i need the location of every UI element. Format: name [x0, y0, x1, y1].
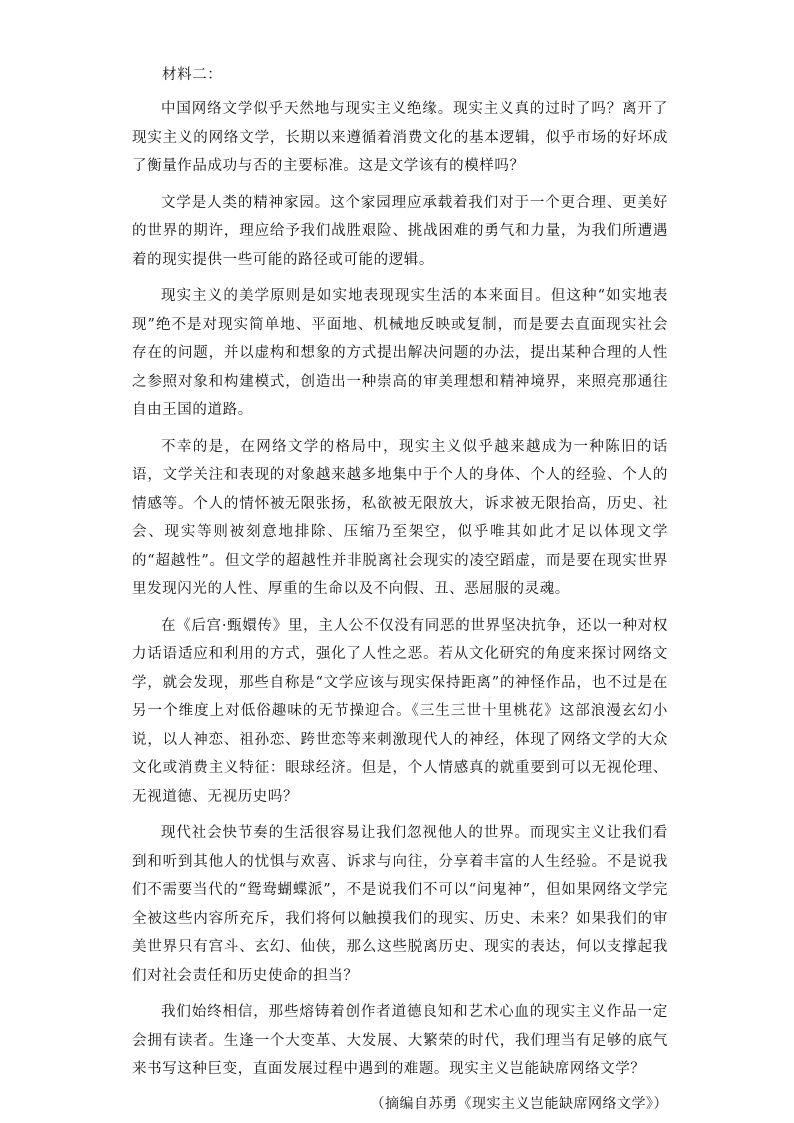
document-body: [132, 63, 668, 1116]
paragraph-2: 文学是人类的精神家园。这个家园理应承载着我们对于一个更合理、更美好的世界的期许，理应给予我们战胜艰险、挑战困难的勇气和力量，为我们所遭遇着的现实提供一些可能的路径或可能的逻辑。: [132, 194, 668, 268]
paragraph-3: 现实主义的美学原则是如实地表现现实生活的本来面目。但这种“如实地表现”绝不是对现实简单地、平面地、机械地反映或复制，而是要去直面现实社会存在的问题，并以虚构和想象的方式提出解决问题的办法，提出某种合理的人性之参照对象和构建模式，创造出一种崇高的审美理想和精神境界，来照亮那通往自由王国的道路。: [132, 288, 668, 418]
paragraph-4: 不幸的是，在网络文学的格局中，现实主义似乎越来越成为一种陈旧的话语，文学关注和表现的对象越来越多地集中于个人的身体、个人的经验、个人的情感等。个人的情怀被无限张扬，私欲被无限放大，诉求被无限抬高，历史、社会、现实等则被刻意地排除、压缩乃至架空，似乎唯其如此才足以体现文学的“超越性”。但文学的超越性并非脱离社会现实的凌空蹈虚，而是要在现实世界里发现闪光的人性、厚重的生命以及不向假、丑、恶屈服的灵魂。: [132, 438, 668, 597]
paragraph-6: 现代社会快节奏的生活很容易让我们忽视他人的世界。而现实主义让我们看到和听到其他人的忧惧与欢喜、诉求与向往，分享着丰富的人生经验。不是说我们不需要当代的“鸳鸯蝴蝶派”，不是说我们不可以“问鬼神”，但如果网络文学完全被这些内容所充斥，我们将何以触摸我们的现实、历史、未来？如果我们的审美世界只有宫斗、玄幻、仙侠，那么这些脱离历史、现实的表达，何以支撑起我们对社会责任和历史使命的担当？: [132, 825, 668, 984]
paragraph-5: 在《后宫·甄嬛传》里，主人公不仅没有同恶的世界坚决抗争，还以一种对权力话语适应和利用的方式，强化了人性之恶。若从文化研究的角度来探讨网络文学，就会发现，那些自称是“文学应该与现实保持距离”的神怪作品，也不过是在另一个维度上对低俗趣味的无节操迎合。《三生三世十里桃花》这部浪漫玄幻小说，以人神恋、祖孙恋、跨世恋等来刺激现代人的神经，体现了网络文学的大众文化或消费主义特征：眼球经济。但是，个人情感真的就重要到可以无视伦理、无视道德、无视历史吗？: [132, 617, 668, 805]
paragraph-7: 我们始终相信，那些熔铸着创作者道德良知和艺术心血的现实主义作品一定会拥有读者。生逢一个大变革、大发展、大繁荣的时代，我们理当有足够的底气来书写这种巨变，直面发展过程中遇到的难题。现实主义岂能缺席网络文学？: [132, 1004, 668, 1077]
section-title: 材料二：: [162, 67, 223, 83]
paragraph-1: 中国网络文学似乎天然地与现实主义绝缘。现实主义真的过时了吗？离开了现实主义的网络文学，长期以来遵循着消费文化的基本逻辑，似乎市场的好坏成了衡量作品成功与否的主要标准。这是文学该有的模样吗？: [132, 101, 668, 174]
source-citation: （摘编自苏勇《现实主义岂能缺席网络文学》）: [370, 1095, 668, 1112]
